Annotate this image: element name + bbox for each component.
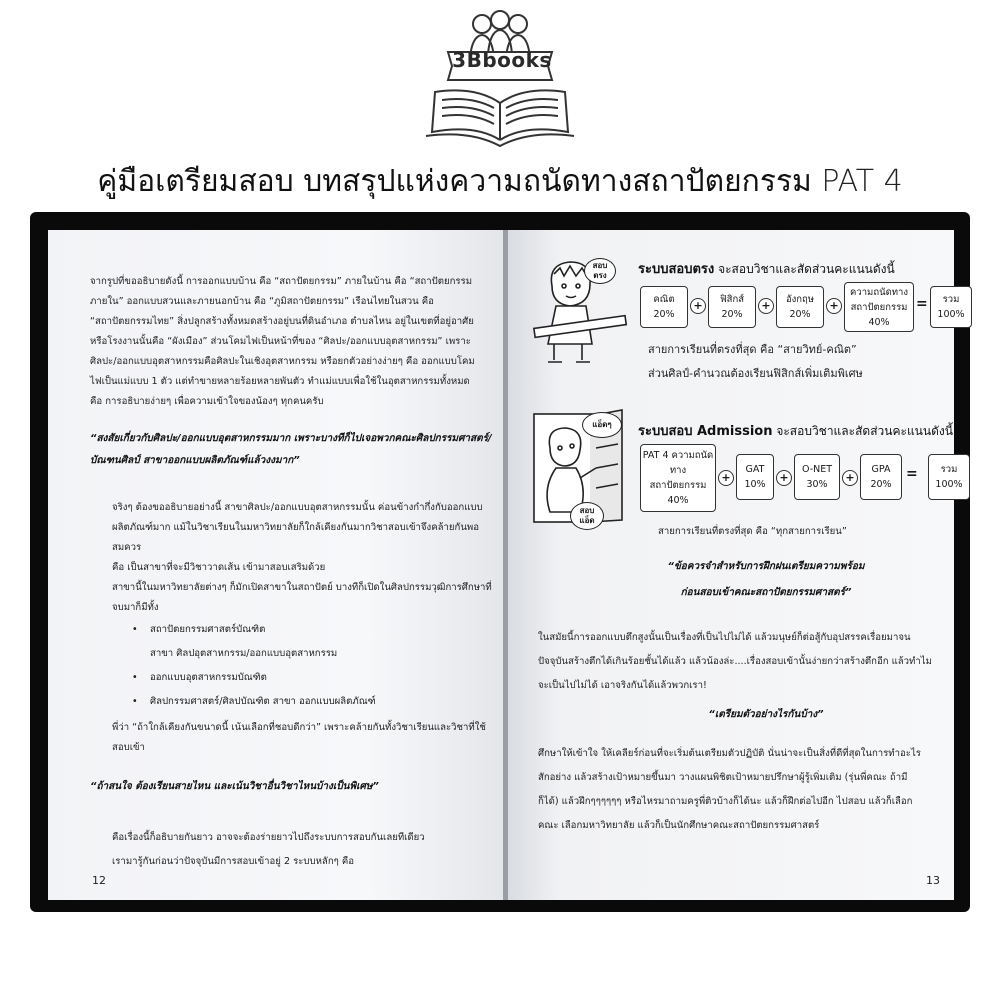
speech-bubble-direct: สอบ ตรง xyxy=(584,258,616,284)
list-item: • สถาปัตยกรรมศาสตร์บัณฑิต xyxy=(150,620,265,640)
direct-title: ระบบสอบตรง จะสอบวิชาและสัดส่วนคะแนนดังนี้ xyxy=(638,262,895,277)
left-para-3: สาขานี้ในมหาวิทยาลัยต่างๆ ก็มักเปิดสาขาในสถาปัตย์ บางทีก็เปิดในศิลปกรรมวุฒิการศึกษาที่ จบมาก็มีทั้ง xyxy=(112,582,492,613)
direct-notes: สายการเรียนที่ตรงที่สุด คือ “สายวิทย์-คณิต” ส่วนศิลป์-คำนวณต้องเรียนฟิสิกส์เพิ่มเติมพิเศษ xyxy=(648,343,863,380)
left-page xyxy=(48,230,503,900)
right-quote-2: “เตรียมตัวอย่างไรกันบ้าง” xyxy=(708,709,824,720)
plus-icon: + xyxy=(826,298,842,314)
page-number-left: 12 xyxy=(92,874,106,887)
admission-title: ระบบสอบ Admission จะสอบวิชาและสัดส่วนคะแนนดังนี้ xyxy=(638,424,953,439)
left-para-2: จริงๆ ต้องขออธิบายอย่างนี้ สาขาศิลปะ/ออกแบบอุตสาหกรรมนั้น ค่อนข้างกำกึ่งกับออกแบบ ผลิตภัณฑ์มาก แม้ในวิชาเรียนในมหาวิทยาลัยก็ใกล้เคียงกันมากวิชาสอบเข้าจึงคล้ายกันพอสมควร คือ เป็นสาขาที่จะมีวิชาวาดเส้น เข้ามาสอบเสริมด้วย xyxy=(112,502,483,573)
speech-bubble-top: แอ็ดๆ xyxy=(582,412,622,438)
list-item-sub: สาขา ศิลปอุตสาหกรรม/ออกแบบอุตสาหกรรม xyxy=(150,648,338,659)
right-para-1: ในสมัยนี้การออกแบบตึกสูงนั้นเป็นเรื่องที่เป็นไปไม่ได้ แล้วมนุษย์ก็ต่อสู้กับอุปสรรคเรื่อยมาจน ปัจจุบันสร้างตึกได้เกินร้อยชั้นได้แล้ว แล้วน้องล่ะ....เรื่องสอบเข้านั้นง่ายกว่าสร้างตึกอีก แล้วทำไม จะเป็นไปไม่ได้ เอาจริงกันได้แล้วพวกเรา! xyxy=(538,632,932,691)
open-book-photo xyxy=(30,212,970,912)
admission-box-gpa: GPA 20% xyxy=(860,454,902,500)
list-item: • ศิลปกรรมศาสตร์/ศิลปบัณฑิต สาขา ออกแบบผลิตภัณฑ์ xyxy=(150,692,376,712)
left-quote-2: “ถ้าสนใจ ต้องเรียนสายไหน และเน้นวิชาอื่นวิชาไหนบ้างเป็นพิเศษ” xyxy=(90,781,379,792)
direct-box-english: อังกฤษ 20% xyxy=(776,286,824,328)
list-item: • ออกแบบอุตสาหกรรมบัณฑิต xyxy=(150,668,267,688)
headline-thai: คู่มือเตรียมสอบ บทสรุปแห่งความถนัดทางสถาปัตยกรรม xyxy=(97,164,812,199)
equals-icon: = xyxy=(916,296,928,312)
plus-icon: + xyxy=(718,470,734,486)
left-para-4: พี่ว่า “ถ้าใกล้เคียงกันขนาดนี้ เน้นเลือกที่ชอบดีกว่า” เพราะคล้ายกันทั้งวิชาเรียนและวิชาที่ใช้ สอบเข้า xyxy=(112,722,486,753)
equals-icon: = xyxy=(906,466,918,482)
headline-latin: PAT 4 xyxy=(821,164,903,199)
left-para-1: จากรูปที่ขออธิบายดังนี้ การออกแบบบ้าน คือ “สถาปัตยกรรม” ภายในบ้าน คือ “สถาปัตยกรรม ภายใน” ออกแบบสวนและภายนอกบ้าน คือ “ภูมิสถาปัตยกรรม” เรือนไทยในสวน คือ “สถาปัตยกรรมไทย” สิ่งปลูกสร้างทั้งหมดสร้างอยู่บนที่ดินอำเภอ ตำบลไหน อยู่ในเขตที่อยู่อาศัย หรือโรงงานนั้นคือ “ผังเมือง” ส่วนโคมไฟเป็นหน้าที่ของ “ศิลปะ/ออกแบบอุตสาหกรรม” เพราะ ศิลปะ/ออกแบบอุตสาหกรรมคือศิลปะในเชิงอุตสาหกรรม หรือยกตัวอย่างง่ายๆ คือ ออกแบบโคม ไฟเป็นแม่แบบ 1 ตัว แต่ทำขายหลายร้อยหลายพันตัว ทำแม่แบบเพื่อใช้ในอุตสาหกรรมทั้งหมด คือ การอธิบายง่ายๆ เพื่อความเข้าใจของน้องๆ ทุกคนครับ xyxy=(90,276,475,407)
book-logo-icon xyxy=(420,8,580,148)
left-para-5: คือเรื่องนี้ก็อธิบายกันยาว อาจจะต้องร่ายยาวไปถึงระบบการสอบกันเลยทีเดียว เรามารู้กันก่อนว่าปัจจุบันมีการสอบเข้าอยู่ 2 ระบบหลักๆ คือ xyxy=(112,832,425,867)
admission-note: สายการเรียนที่ตรงที่สุด คือ “ทุกสายการเรียน” xyxy=(658,526,847,537)
direct-box-aptitude: ความถนัดทาง สถาปัตยกรรม 40% xyxy=(844,282,914,332)
right-para-2: ศึกษาให้เข้าใจ ให้เคลียร์ก่อนที่จะเริ่มต้นเตรียมตัวปฏิบัติ นั่นน่าจะเป็นสิ่งที่ดีที่สุดในการทำอะไร สักอย่าง แล้วสร้างเป้าหมายขึ้นมา วางแผนพิชิตเป้าหมายปรึกษาผู้รู้เพิ่มเติม (รุ่นพี่คณะ ถ้ามี ก็ได้) แล้วฝึกๆๆๆๆๆๆ หรือไหรมาถามครูพี่ติวบ้างก็ได้นะ แล้วก็ฝึกต่อไปอีก ไปสอบ แล้วก็เลือก คณะ เลือกมหาวิทยาลัย แล้วก็เป็นนักศึกษาคณะสถาปัตยกรรมศาสตร์ xyxy=(538,748,921,831)
direct-box-math: คณิต 20% xyxy=(640,286,688,328)
brand-name: 3Bbooks xyxy=(452,48,552,72)
direct-box-total: รวม 100% xyxy=(930,286,972,328)
speech-bubble-bottom: สอบ แอ็ด xyxy=(570,502,604,530)
plus-icon: + xyxy=(758,298,774,314)
admission-box-onet: O-NET 30% xyxy=(794,454,840,500)
admission-box-total: รวม 100% xyxy=(928,454,970,500)
plus-icon: + xyxy=(842,470,858,486)
page-number-right: 13 xyxy=(926,874,940,887)
admission-box-gat: GAT 10% xyxy=(736,454,774,500)
direct-box-physics: ฟิสิกส์ 20% xyxy=(708,286,756,328)
admission-box-pat4: PAT 4 ความถนัดทาง สถาปัตยกรรม 40% xyxy=(640,444,716,512)
page-headline xyxy=(0,158,1000,205)
right-quote-1: “ข้อควรจำสำหรับการฝึกฝนเตรียมความพร้อม ก่อนสอบเข้าคณะสถาปัตยกรรมศาสตร์” xyxy=(667,561,865,598)
plus-icon: + xyxy=(776,470,792,486)
left-quote-1: “สงสัยเกี่ยวกับศิลปะ/ออกแบบอุตสาหกรรมมาก เพราะบางทีก็ไปเจอพวกคณะศิลปกรรมศาสตร์/ บัณฑนศิลป์ สาขาออกแบบผลิตภัณฑ์แล้วงงมาก” xyxy=(90,433,492,466)
right-page xyxy=(508,230,965,900)
plus-icon: + xyxy=(690,298,706,314)
